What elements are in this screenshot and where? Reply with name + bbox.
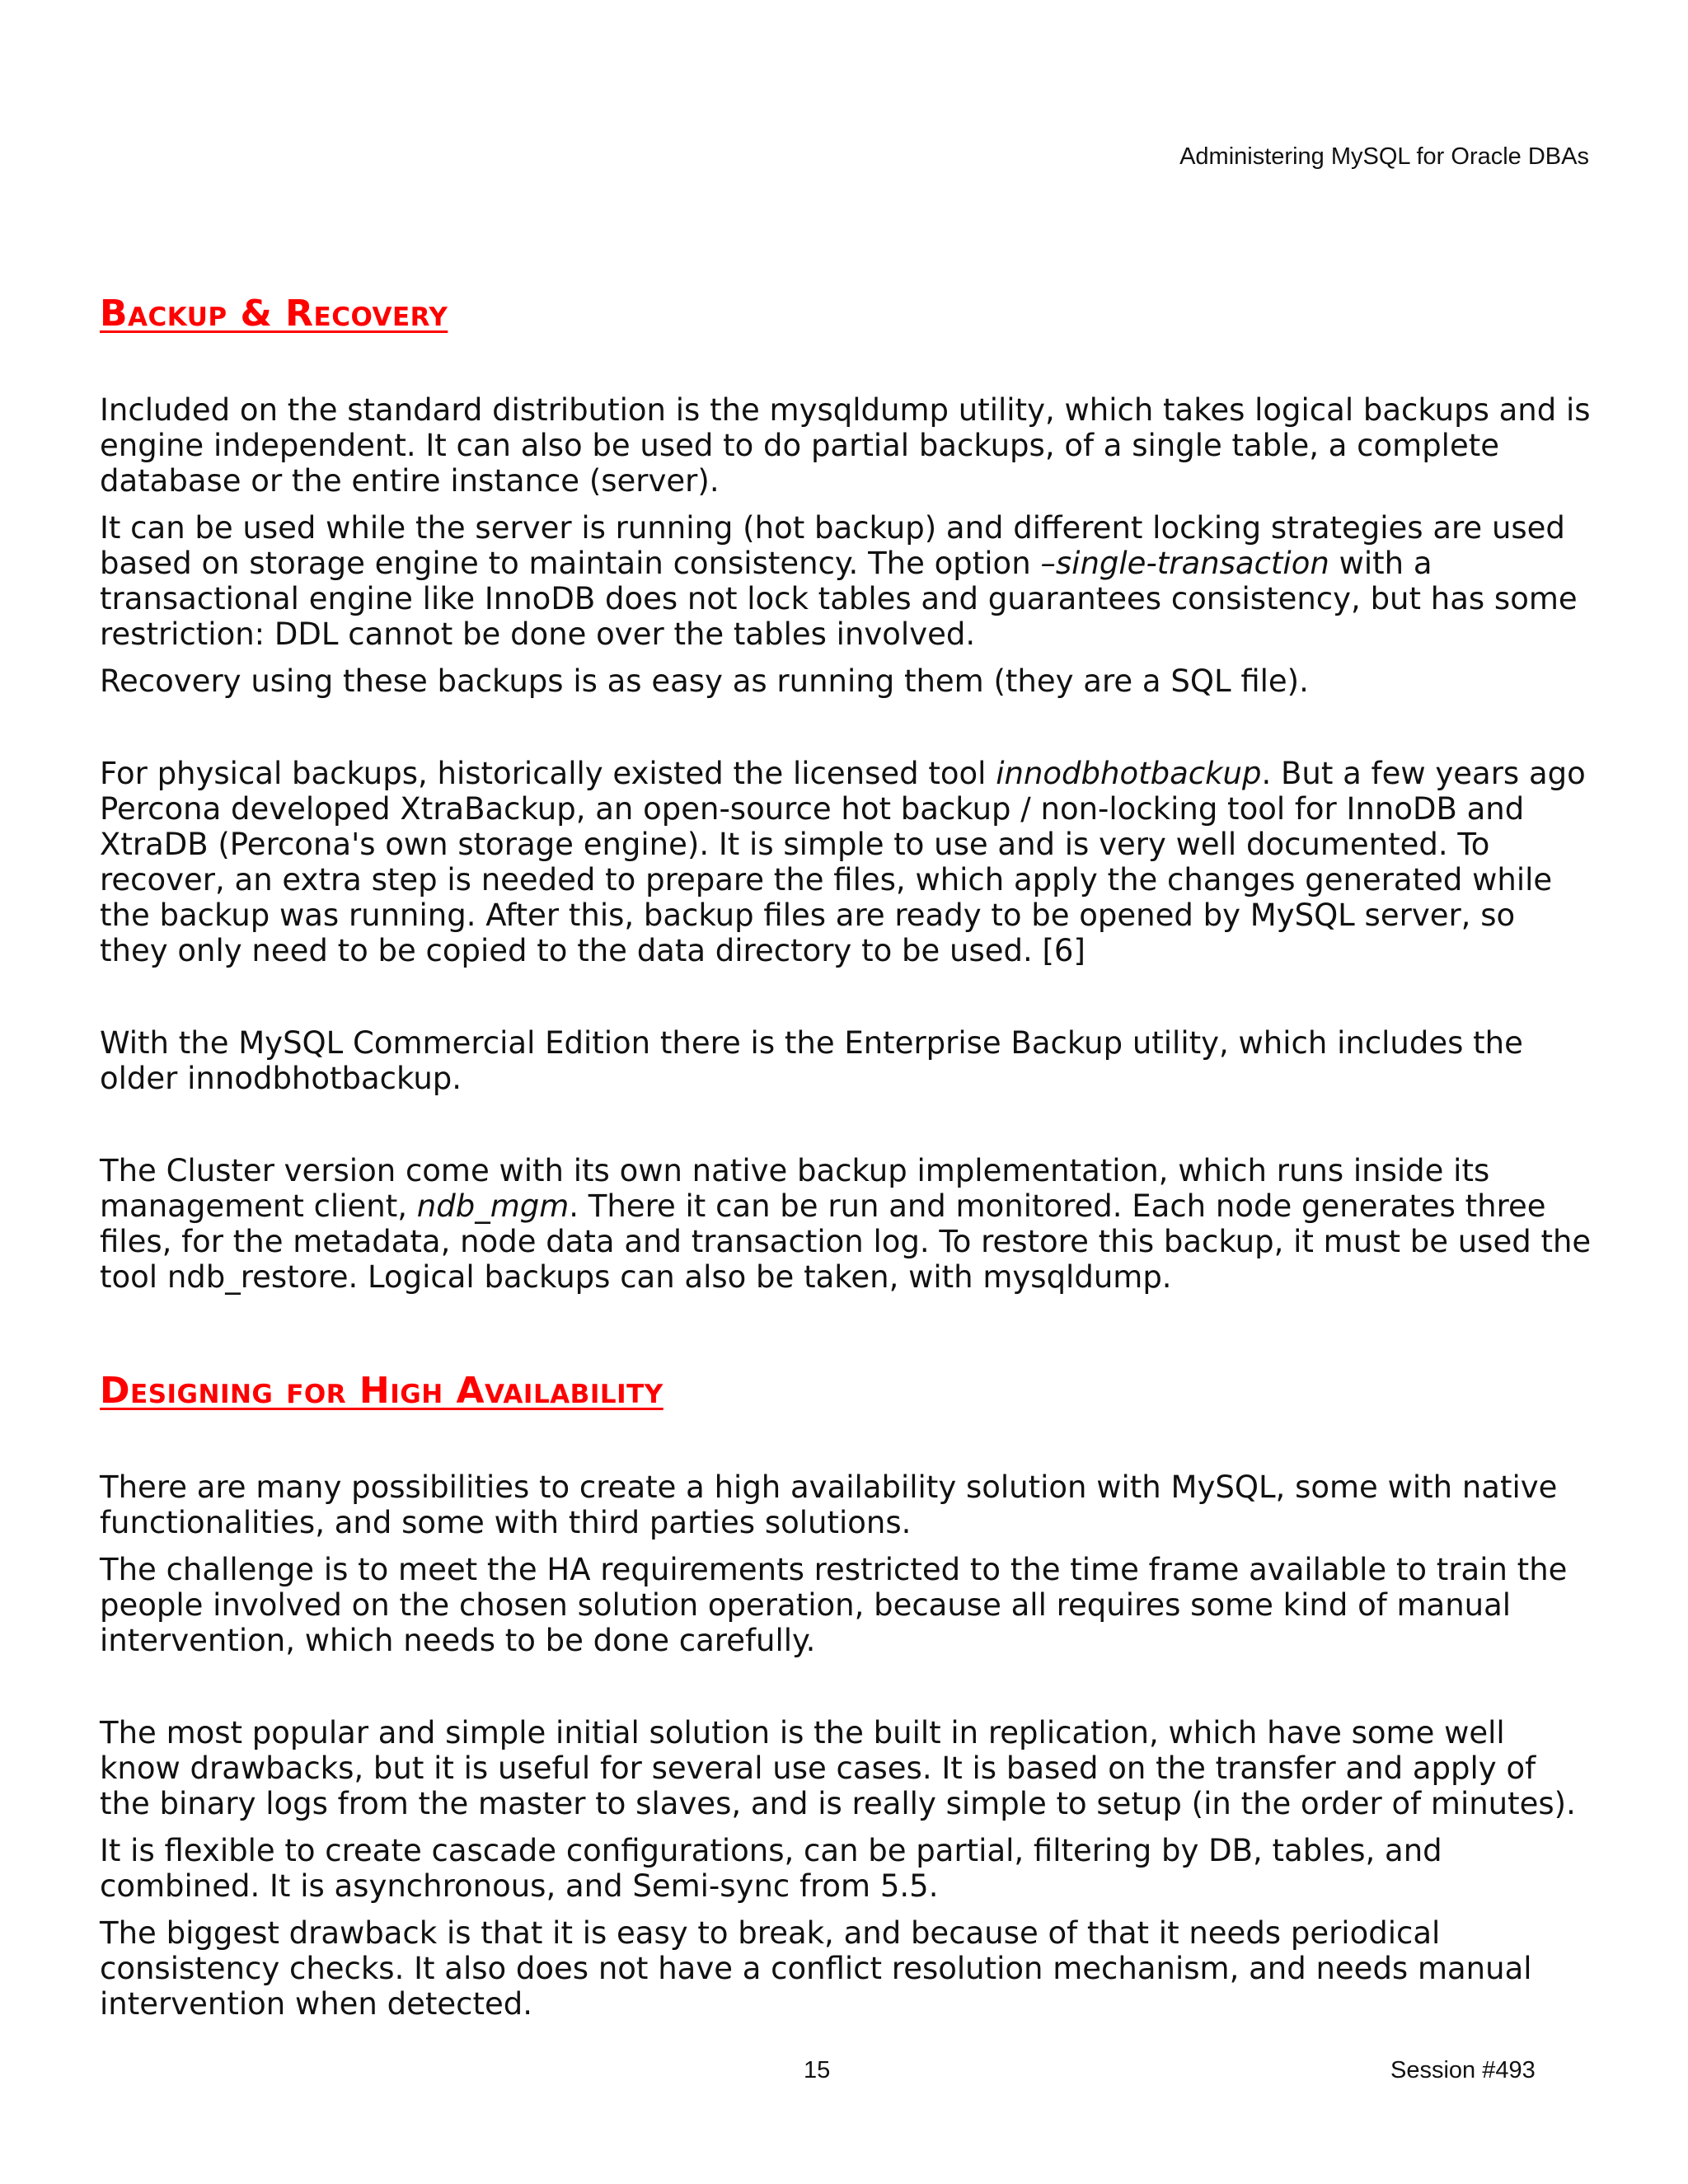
page-number: 15 [804,2057,831,2083]
paragraph: The most popular and simple initial solution is the built in replication, which have some well know drawbacks, but it is useful for several use cases. It is based on the transfer and apply of the binary logs from the master to slaves, and is really simple to setup (in the order of minutes). [100,1715,1576,1821]
paragraph: The Cluster version come with its own native backup implementation, which runs inside its management client, ndb_mgm. There it can be run and monitored. Each node generates three files, for the metadata, node data and transaction log. To restore this backup, it must be used the tool ndb_restore. Logical backups can also be taken, with mysqldump. [100,1153,1592,1295]
paragraph: Recovery using these backups is as easy as running them (they are a SQL file). [100,663,1309,699]
paragraph: For physical backups, historically existed the licensed tool innodbhotbackup. But a few years ago Percona developed XtraBackup, an open-source hot backup / non-locking tool for InnoDB and XtraDB (Percona's own storage engine). It is simple to use and is very well documented. To recover, an extra step is needed to prepare the files, which apply the changes generated while the backup was running. After this, backup files are ready to be opened by MySQL server, so they only need to be copied to the data directory to be used. [6] [100,756,1586,968]
paragraph: The challenge is to meet the HA requirements restricted to the time frame available to train the people involved on the chosen solution operation, because all requires some kind of manual intervention, which needs to be done carefully. [100,1552,1568,1658]
tool-name: innodbhotbackup [996,756,1262,791]
paragraph: There are many possibilities to create a high availability solution with MySQL, some with native functionalities, and some with third parties solutions. [100,1469,1558,1540]
tool-name: ndb_mgm [416,1188,570,1224]
running-header: Administering MySQL for Oracle DBAs [1179,143,1589,170]
paragraph: With the MySQL Commercial Edition there is the Enterprise Backup utility, which includes the older innodbhotbackup. [100,1025,1523,1096]
session-label: Session #493 [1390,2057,1536,2083]
paragraph: The biggest drawback is that it is easy to break, and because of that it needs periodical consistency checks. It also does not have a conflict resolution mechanism, and needs manual intervention when detected. [100,1915,1532,2022]
section-heading-backup-recovery: Backup & Recovery [100,293,448,335]
paragraph: Included on the standard distribution is the mysqldump utility, which takes logical backups and is engine independent. It can also be used to do partial backups, of a single table, a complete database or the entire instance (server). [100,392,1591,499]
paragraph: It can be used while the server is running (hot backup) and different locking strategies are used based on storage engine to maintain consistency. The option –single-transaction with a transactional engine like InnoDB does not lock tables and guarantees consistency, but has some restriction: DDL cannot be done over the tables involved. [100,510,1578,652]
section-heading-high-availability: Designing for High Availability [100,1370,663,1412]
paragraph: It is flexible to create cascade configurations, can be partial, filtering by DB, tables, and combined. It is asynchronous, and Semi-sync from 5.5. [100,1833,1442,1904]
page-content [100,288,1592,2022]
option-name: –single-transaction [1040,546,1329,581]
